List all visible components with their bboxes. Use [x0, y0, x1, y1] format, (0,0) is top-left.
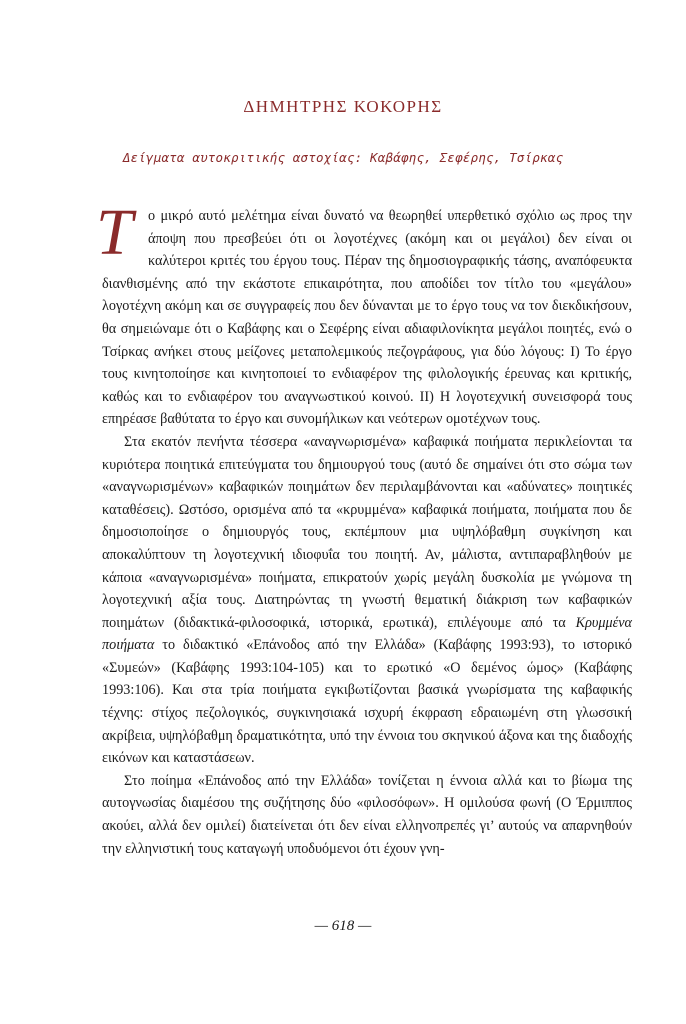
- paragraph-2-text-a: Στα εκατόν πενήντα τέσσερα «αναγνωρισμένα» καβαφικά ποιήματα περικλείονται τα κυριότερα ποιητικά επιτεύγματα του δημιουργού τους (αυτό δε σημαίνει ότι στο σώμα των «αναγνωρισμένων» καβαφικών ποιημάτων δεν περιλαμβάνονται και «αδύνατες» ποιητικές καταθέσεις). Ωστόσο, ορισμένα από τα «κρυμμένα» καβαφικά ποιήματα, ποιήματα που δε δημοσιοποίησε ο δημιουργός τους, εκπέμπουν μια υψηλόβαθμη συγκίνηση και αποκαλύπτουν τη λογοτεχνική ιδιοφυΐα του ποιητή. Αν, μάλιστα, αντιπαραβληθούν με κάποια «αναγνωρισμένα» ποιήματα, επικρατούν χωρίς μεγάλη δυσκολία με γνώμονα τη λογοτεχνική αξία τους. Διατηρώντας τη γνωστή θεματική διάκριση των καβαφικών ποιημάτων (διδακτικά-φιλοσοφικά, ιστορικά, ερωτικά), επιλέγουμε από τα: [102, 433, 632, 631]
- paragraph-1-text: ο μικρό αυτό μελέτημα είναι δυνατό να θεωρηθεί υπερθετικό σχόλιο ως προς την άποψη που πρεσβεύει ότι οι λογοτέχνες (ακόμη και οι μεγάλοι) δεν είναι οι καλύτεροι κριτές του έργου τους. Πέραν της δημοσιογραφικής τάσης, αναπόφευκτα διανθισμένης από την εκάστοτε επικαιρότητα, που αποδίδει τον τίτλο του «μεγάλου» λογοτέχνη ακόμη και σε συγγραφείς που δεν δύνανται με το έργο τους να τον διεκδικήσουν, θα σημειώναμε ότι ο Καβάφης και ο Σεφέρης είναι αδιαφιλονίκητα μεγάλοι ποιητές, ενώ ο Τσίρκας ανήκει στους μείζονες μεταπολεμικούς πεζογράφους, για δύο λόγους: Ι) Το έργο τους κινητοποίησε και κινητοποιεί το ενδιαφέρον της φιλολογικής έρευνας και κριτικής, καθώς και το ενδιαφέρον του αναγνωστικού κοινού. ΙΙ) Η λογοτεχνική συνεισφορά τους επηρέασε βαθύτατα το έργο και συνομήλικων και νεότερων ομοτέχνων τους.: [102, 208, 632, 428]
- article-title: Δείγματα αυτοκριτικής αστοχίας: Καβάφης, Σεφέρης, Τσίρκας: [122, 150, 564, 165]
- article-body: [96, 196, 632, 860]
- drop-cap-letter: Τ: [96, 196, 133, 269]
- page-number: — 618 —: [314, 918, 372, 934]
- author-name: ΔΗΜΗΤΡΗΣ ΚΟΚΟΡΗΣ: [243, 97, 443, 116]
- paragraph-2-text-b: το διδακτικό «Επάνοδος από την Ελλάδα» (Καβάφης 1993:93), το ιστορικό «Συμεών» (Καβάφης 1993:104-105) και το ερωτικό «Ο δεμένος ώμος» (Καβάφης 1993:106). Και στα τρία ποιήματα εγκιβωτίζονται βασικά γνωρίσματα της καβαφικής τέχνης: στίχος πεζολογικός, συγκινησιακά ισχυρή έκφραση εδραιωμένη στη γλωσσική ακρίβεια, υψηλόβαθμη δραματικότητα, υπό την έννοια του σκηνικού άξονα και της διαδοχής εικόνων και καταστάσεων.: [102, 637, 632, 767]
- paragraph-3: Στο ποίημα «Επάνοδος από την Ελλάδα» τονίζεται η έννοια αλλά και το βίωμα της αυτογνωσίας διαμέσου της συζήτησης δύο «φιλοσόφων». Η ομιλούσα φωνή (Ο Έρμιππος ακούει, αλλά δεν ομιλεί) διατείνεται ότι δεν είναι ελληνοπρεπές γι’ αυτούς να απαρνηθούν την ελληνιστική τους καταγωγή υποδυόμενοι ότι έχουν γνη-: [102, 772, 632, 857]
- paragraph-2-italic-title: Κρυμμένα ποιήματα: [102, 614, 632, 654]
- paragraph-2: [102, 431, 632, 770]
- paragraph-1: [96, 196, 632, 431]
